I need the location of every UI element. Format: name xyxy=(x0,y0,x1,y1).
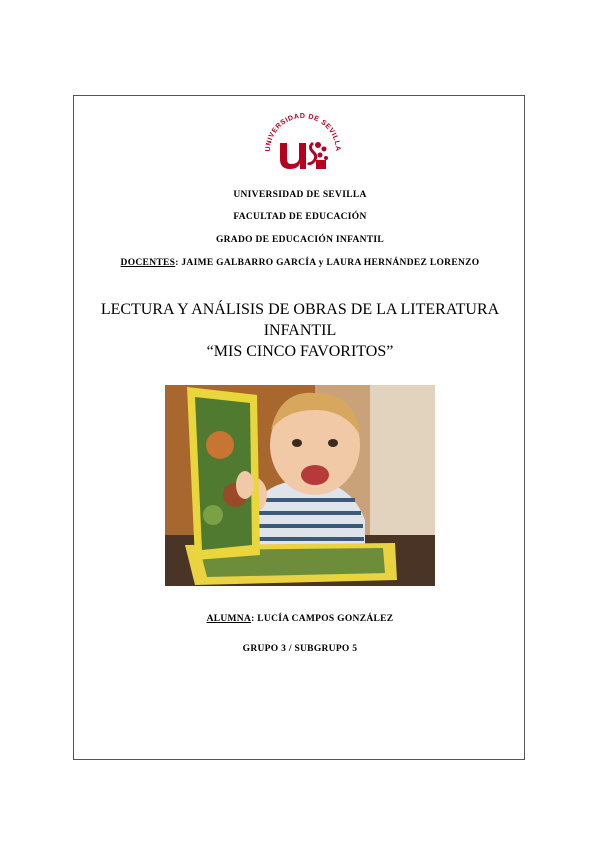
title-line-1: LECTURA Y ANÁLISIS DE OBRAS DE LA LITERATURA xyxy=(100,301,500,318)
student-label: ALUMNA xyxy=(206,614,252,624)
teachers-names: JAIME GALBARRO GARCÍA y LAURA HERNÁNDEZ LORENZO xyxy=(178,258,480,268)
title-line-3: “MIS CINCO FAVORITOS” xyxy=(206,343,394,360)
title-line-2: INFANTIL xyxy=(263,322,337,339)
baby-reading-book-photo xyxy=(165,385,435,586)
student-line xyxy=(0,614,600,624)
teachers-line xyxy=(0,258,600,268)
university-of-seville-seal-icon xyxy=(258,103,348,173)
group-line: GRUPO 3 / SUBGRUPO 5 xyxy=(242,644,358,654)
degree-name: GRADO DE EDUCACIÓN INFANTIL xyxy=(215,235,385,245)
faculty-name: FACULTAD DE EDUCACIÓN xyxy=(233,212,367,222)
university-name: UNIVERSIDAD DE SEVILLA xyxy=(233,190,367,200)
teachers-label: DOCENTES xyxy=(120,258,176,268)
teachers-sep: : xyxy=(175,258,179,268)
logo-arc-text: UNIVERSIDAD DE SEVILLA xyxy=(264,112,342,152)
student-sep: : xyxy=(251,614,255,624)
student-name: LUCÍA CAMPOS GONZÁLEZ xyxy=(254,614,394,624)
